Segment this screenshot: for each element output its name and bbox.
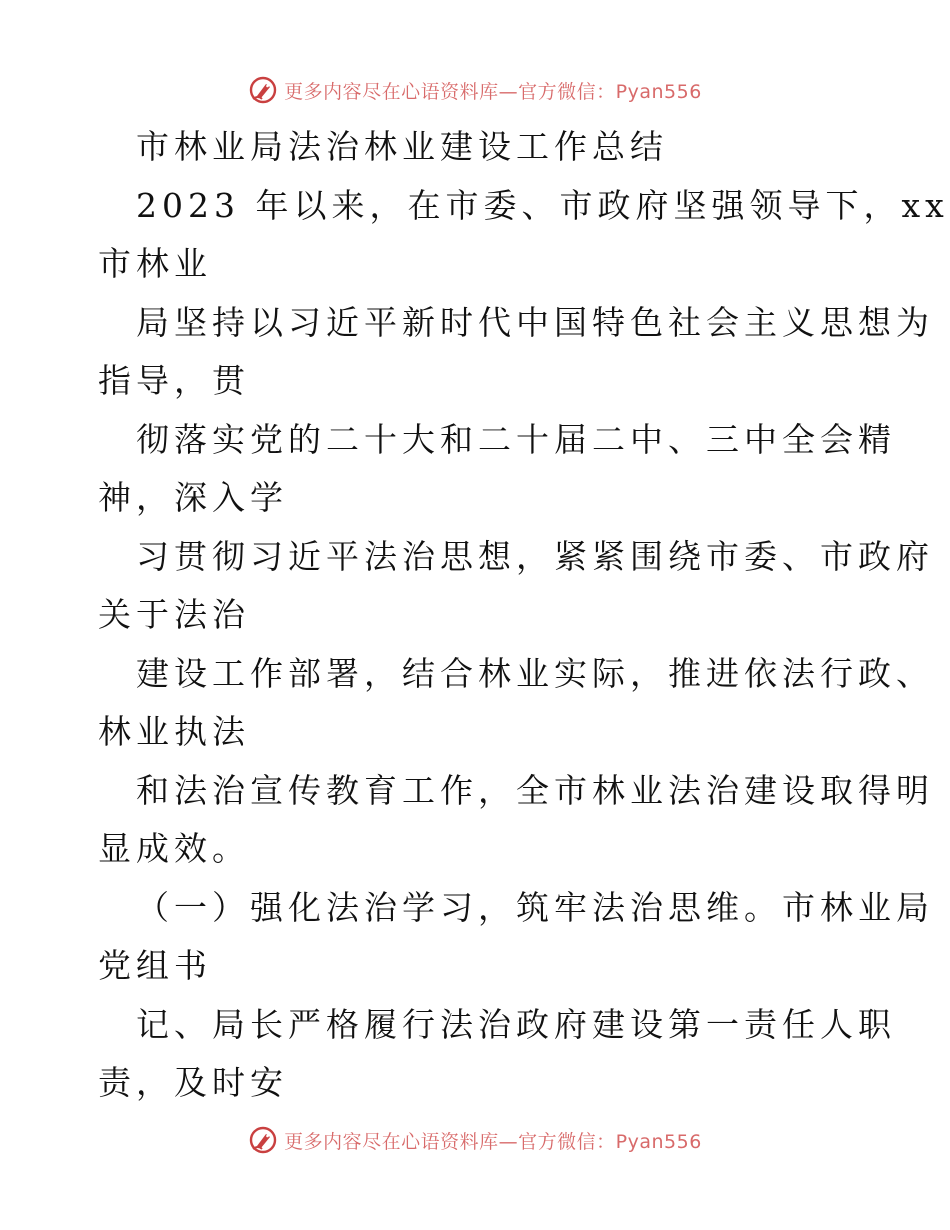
text-line: 彻落实党的二十大和二十届二中、三中全会精	[136, 419, 896, 459]
text-line: 党组书	[98, 946, 212, 985]
text-line: 市林业	[98, 244, 212, 283]
text-line: （一）强化法治学习，筑牢法治思维。市林业局	[136, 887, 934, 927]
document-body	[98, 118, 949, 1113]
text-line: 2023 年以来，在市委、市政府坚强领导下，xx	[136, 185, 949, 225]
watermark-text: 更多内容尽在心语资料库—官方微信：Pyan556	[284, 1130, 702, 1153]
text-line: 习贯彻习近平法治思想，紧紧围绕市委、市政府	[136, 536, 934, 576]
text-line: 局坚持以习近平新时代中国特色社会主义思想为	[136, 302, 934, 342]
pen-nib-circle-icon	[248, 1125, 278, 1155]
text-line: 责，及时安	[98, 1063, 288, 1102]
text-line: 林业执法	[98, 712, 250, 751]
pen-nib-circle-icon	[248, 75, 278, 105]
watermark-text: 更多内容尽在心语资料库—官方微信：Pyan556	[284, 80, 702, 103]
text-line: 神，深入学	[98, 478, 288, 517]
text-line: 关于法治	[98, 595, 250, 634]
text-line: 和法治宣传教育工作，全市林业法治建设取得明	[136, 770, 934, 810]
text-line: 显成效。	[98, 829, 250, 868]
header-watermark	[0, 70, 950, 110]
text-line: 指导，贯	[98, 361, 250, 400]
footer-watermark	[0, 1120, 950, 1160]
text-line: 记、局长严格履行法治政府建设第一责任人职	[136, 1004, 896, 1044]
document-title: 市林业局法治林业建设工作总结	[136, 127, 668, 166]
text-line: 建设工作部署，结合林业实际，推进依法行政、	[136, 653, 934, 693]
